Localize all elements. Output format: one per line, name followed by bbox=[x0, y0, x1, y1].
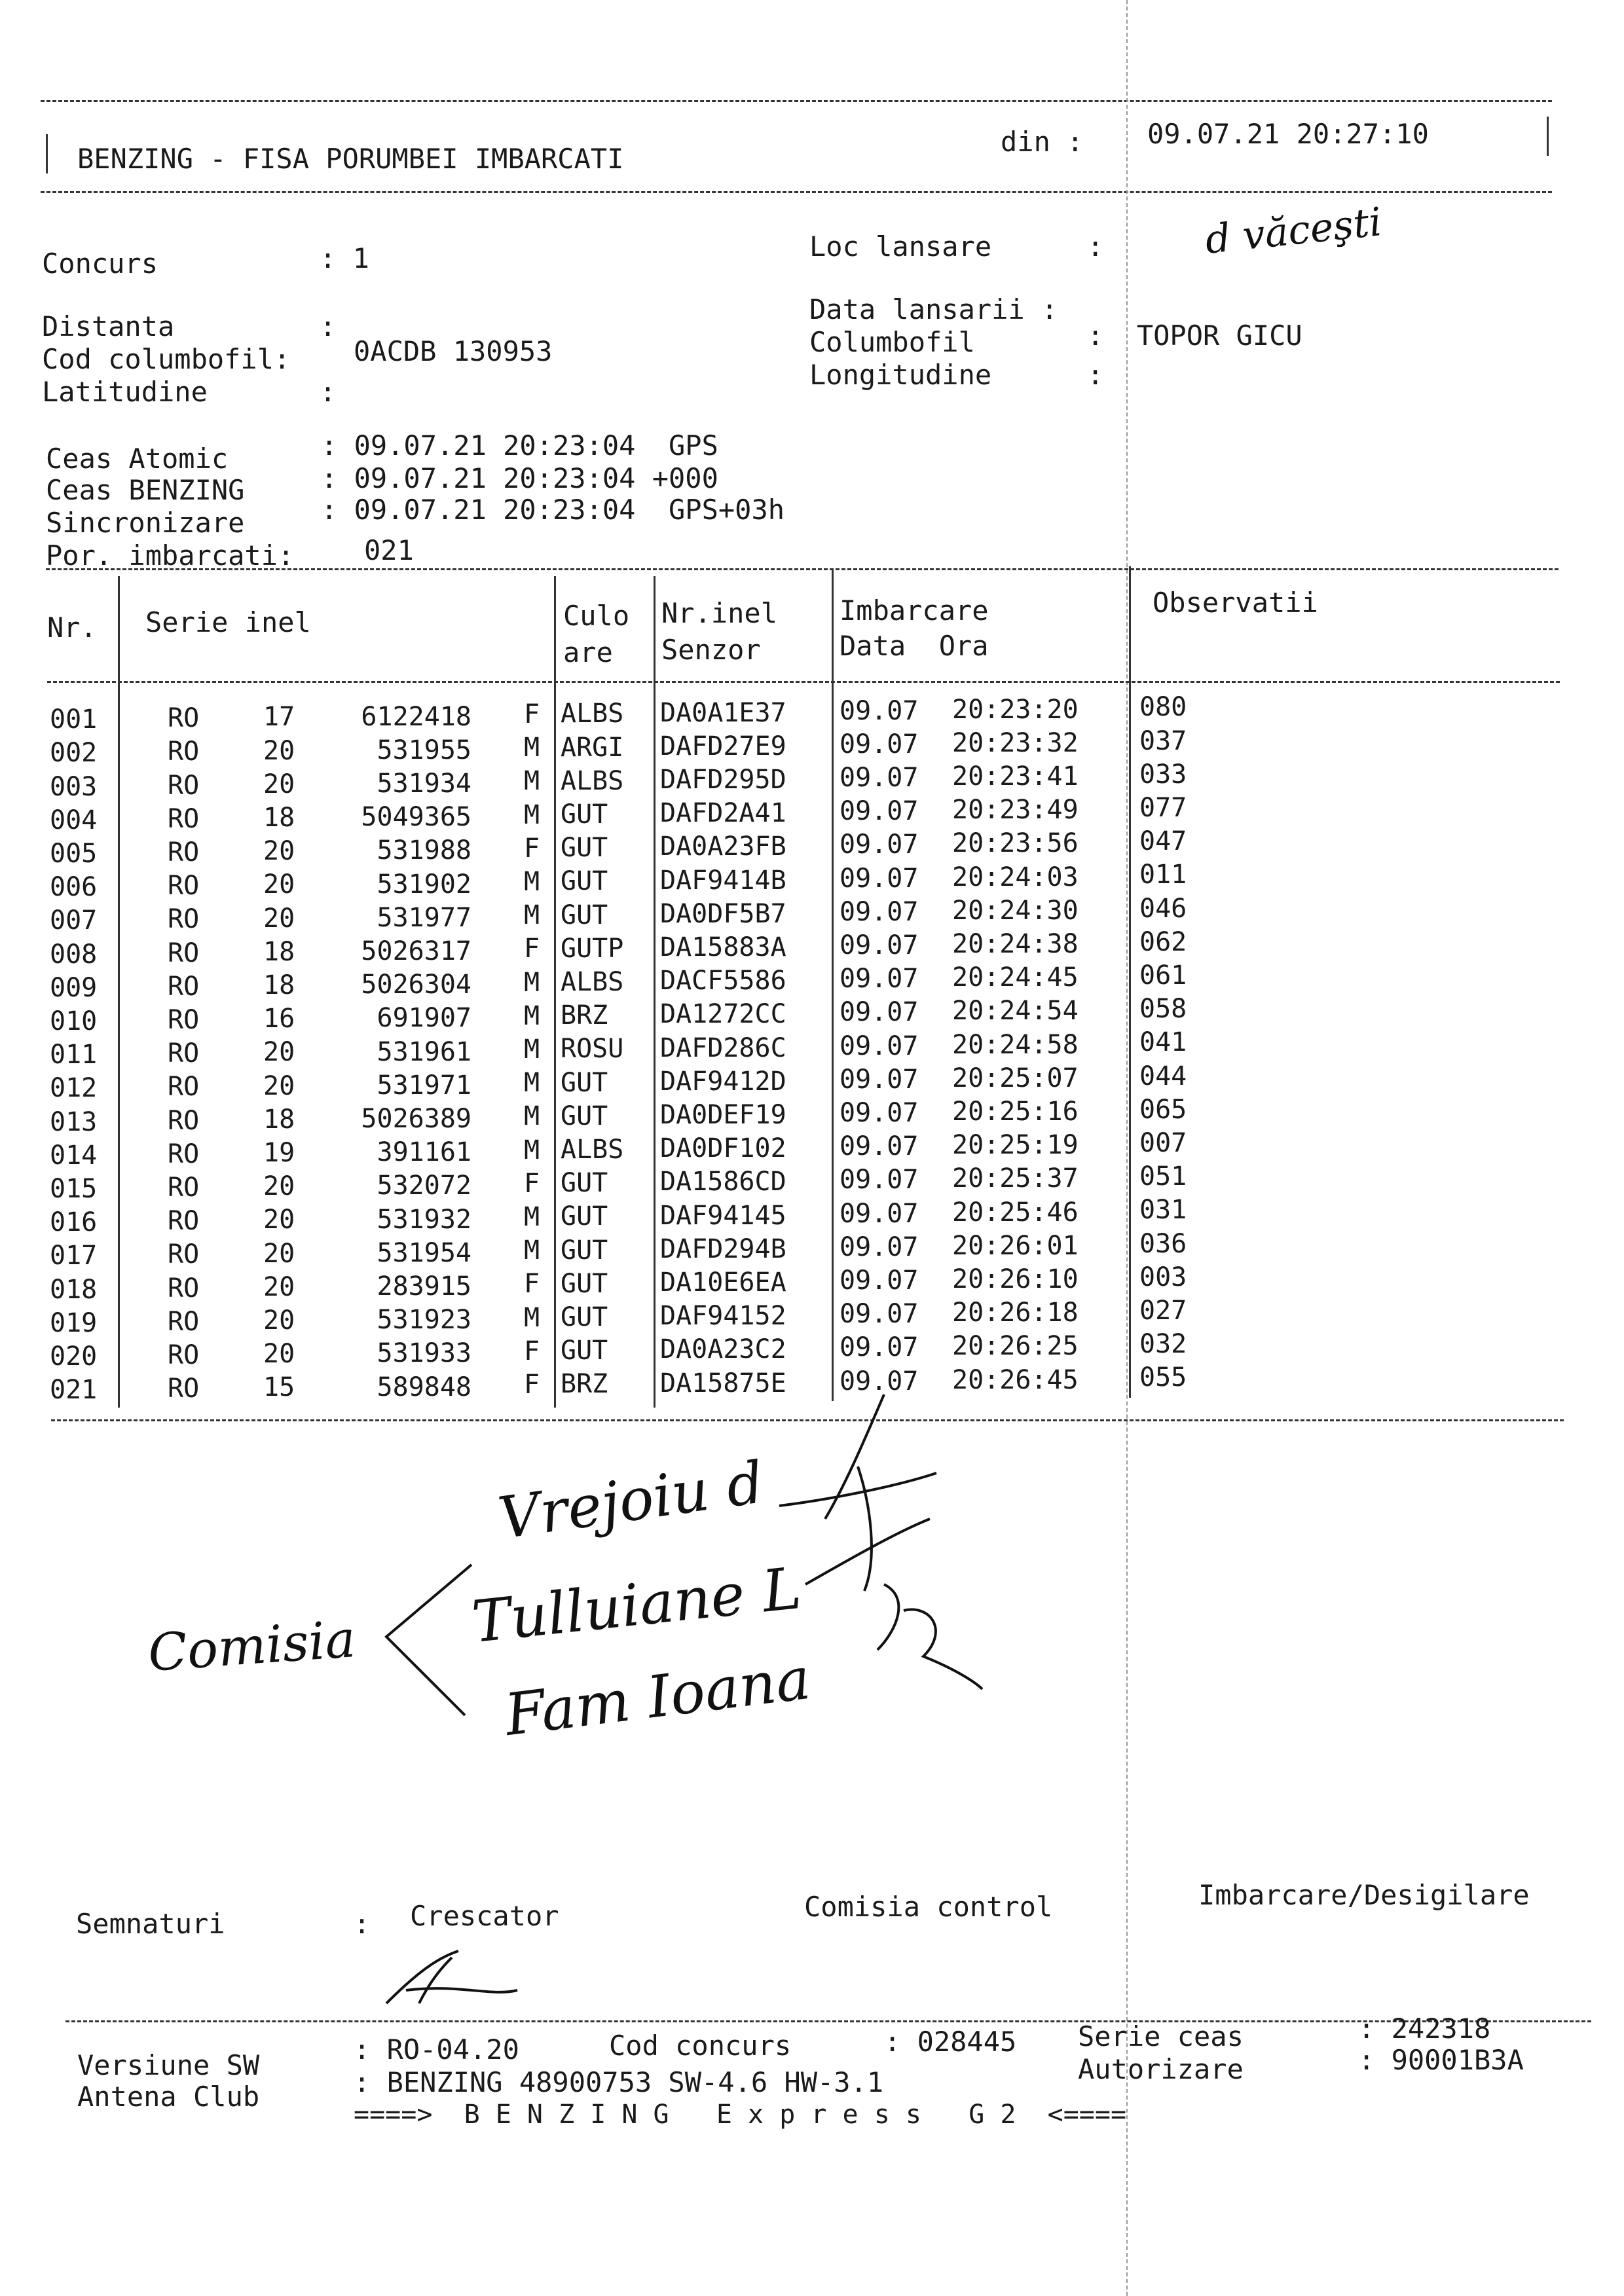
cell-ora: 20:25:46 bbox=[952, 1197, 1079, 1228]
cell-nr: 004 bbox=[50, 805, 98, 835]
cell-culoare: ARGI bbox=[561, 732, 624, 763]
cell-sex: F bbox=[524, 699, 540, 729]
cell-culoare: GUT bbox=[561, 1235, 608, 1266]
cell-culoare: GUT bbox=[561, 1101, 608, 1131]
cell-data: 09.07 bbox=[840, 729, 919, 759]
cell-an: 20 bbox=[263, 903, 295, 934]
cell-an: 20 bbox=[263, 1037, 295, 1068]
cell-culoare: ALBS bbox=[561, 966, 624, 997]
loc-lansare-label: Loc lansare bbox=[809, 230, 992, 263]
cell-an: 20 bbox=[263, 869, 295, 900]
cell-nr: 003 bbox=[50, 771, 98, 802]
cell-an: 15 bbox=[263, 1372, 295, 1403]
cell-culoare: ALBS bbox=[561, 1134, 624, 1165]
longitudine-label: Longitudine bbox=[809, 359, 992, 391]
ceas-atomic-label: Ceas Atomic bbox=[46, 443, 229, 475]
cell-serie: 531902 bbox=[377, 869, 471, 900]
cell-nr: 013 bbox=[50, 1106, 98, 1137]
cell-ora: 20:24:58 bbox=[952, 1029, 1079, 1060]
cell-sex: M bbox=[524, 1135, 540, 1165]
cell-obs: 037 bbox=[1139, 725, 1187, 756]
cell-an: 18 bbox=[263, 936, 295, 967]
cell-serie: 5026317 bbox=[361, 936, 471, 966]
cell-data: 09.07 bbox=[840, 1366, 919, 1396]
cell-ora: 20:23:32 bbox=[952, 727, 1079, 758]
cell-nr: 018 bbox=[50, 1274, 98, 1305]
cell-senzor: DAFD294B bbox=[660, 1233, 786, 1264]
cell-culoare: GUT bbox=[561, 1268, 608, 1299]
cell-senzor: DA1272CC bbox=[660, 999, 786, 1030]
cell-an: 20 bbox=[263, 836, 295, 867]
cell-data: 09.07 bbox=[840, 762, 919, 793]
cell-nr: 015 bbox=[50, 1173, 98, 1204]
cell-obs: 058 bbox=[1139, 994, 1187, 1025]
cell-serie: 6122418 bbox=[361, 701, 471, 732]
cell-ora: 20:24:54 bbox=[952, 996, 1079, 1027]
cell-obs: 080 bbox=[1139, 692, 1187, 723]
benzing-express-line: ====> B E N Z I N G E x p r e s s G 2 <==== bbox=[354, 2100, 1127, 2130]
cell-obs: 031 bbox=[1139, 1195, 1187, 1226]
cell-sex: M bbox=[524, 733, 540, 763]
cell-an: 18 bbox=[263, 970, 295, 1001]
cell-data: 09.07 bbox=[840, 997, 919, 1028]
th-observatii: Observatii bbox=[1153, 587, 1318, 619]
versiune-value: : RO-04.20 bbox=[354, 2033, 519, 2066]
cell-senzor: DA15883A bbox=[660, 932, 786, 963]
cell-tara: RO bbox=[168, 1374, 200, 1404]
cell-tara: RO bbox=[168, 1139, 200, 1169]
cell-tara: RO bbox=[168, 904, 200, 935]
cell-senzor: DA10E6EA bbox=[660, 1267, 786, 1298]
cell-tara: RO bbox=[168, 1239, 200, 1270]
cell-senzor: DAF94145 bbox=[660, 1200, 786, 1231]
th-imbarcare-1: Imbarcare bbox=[840, 594, 989, 627]
cell-culoare: GUT bbox=[561, 1302, 608, 1332]
cod-concurs-label: Cod concurs bbox=[609, 2030, 792, 2062]
cell-serie: 531977 bbox=[377, 902, 471, 933]
cell-tara: RO bbox=[168, 1206, 200, 1237]
comisia-handwritten: Comisia bbox=[146, 1610, 358, 1683]
crescator-signature bbox=[380, 1944, 524, 2016]
cell-ora: 20:26:01 bbox=[952, 1230, 1079, 1261]
cell-sex: M bbox=[524, 1101, 540, 1132]
cell-nr: 007 bbox=[50, 905, 98, 936]
din-label: din : bbox=[1001, 126, 1084, 158]
cell-data: 09.07 bbox=[840, 1299, 919, 1330]
cell-data: 09.07 bbox=[840, 930, 919, 960]
cell-culoare: ALBS bbox=[561, 765, 624, 796]
crescator-label: Crescator bbox=[410, 1900, 559, 1932]
handwritten-name-2: Tulluiane L bbox=[468, 1554, 805, 1656]
cell-culoare: ROSU bbox=[561, 1034, 624, 1065]
cell-data: 09.07 bbox=[840, 1265, 919, 1296]
cell-nr: 017 bbox=[50, 1241, 98, 1271]
cell-tara: RO bbox=[168, 703, 200, 734]
cod-columbofil-value: 0ACDB 130953 bbox=[354, 335, 553, 367]
th-nr-inel-1: Nr.inel bbox=[661, 597, 778, 629]
cell-obs: 011 bbox=[1139, 860, 1187, 890]
cell-an: 20 bbox=[263, 735, 295, 766]
handwritten-name-3: Fam Ioana bbox=[501, 1644, 814, 1749]
cell-tara: RO bbox=[168, 871, 200, 902]
cell-ora: 20:24:45 bbox=[952, 962, 1079, 993]
cell-data: 09.07 bbox=[840, 1332, 919, 1363]
ceas-benzing-label: Ceas BENZING bbox=[46, 474, 245, 506]
distanta-colon: : bbox=[320, 310, 337, 342]
cell-senzor: DAFD2A41 bbox=[660, 798, 786, 829]
cell-tara: RO bbox=[168, 837, 200, 867]
antena-label: Antena Club bbox=[77, 2081, 260, 2113]
th-culoare-2: are bbox=[563, 636, 613, 668]
cell-serie: 531971 bbox=[377, 1070, 471, 1101]
table-top-rule bbox=[46, 568, 1559, 570]
data-lansarii-label: Data lansarii : bbox=[809, 293, 1058, 325]
serie-ceas-label: Serie ceas bbox=[1078, 2020, 1244, 2052]
cell-culoare: GUT bbox=[561, 1067, 608, 1098]
cell-data: 09.07 bbox=[840, 896, 919, 927]
cell-sex: M bbox=[524, 1302, 540, 1333]
cell-ora: 20:25:16 bbox=[952, 1096, 1079, 1127]
cell-an: 19 bbox=[263, 1138, 295, 1169]
cell-data: 09.07 bbox=[840, 829, 919, 860]
cell-sex: M bbox=[524, 766, 540, 797]
cell-ora: 20:24:30 bbox=[952, 895, 1079, 926]
sincronizare-value: : 09.07.21 20:23:04 GPS+03h bbox=[321, 494, 785, 526]
por-imbarcati-value: 021 bbox=[364, 534, 414, 566]
cell-senzor: DA15875E bbox=[660, 1368, 786, 1398]
cell-senzor: DAFD295D bbox=[660, 765, 786, 795]
handwritten-name-1: Vrejoiu d bbox=[494, 1448, 768, 1552]
cell-culoare: GUT bbox=[561, 900, 608, 930]
cell-culoare: ALBS bbox=[561, 699, 624, 729]
serie-ceas-value: : 242318 bbox=[1358, 2013, 1491, 2045]
ceas-atomic-value: : 09.07.21 20:23:04 GPS bbox=[321, 429, 718, 462]
cell-data: 09.07 bbox=[840, 1131, 919, 1162]
cell-an: 20 bbox=[263, 1070, 295, 1101]
cell-nr: 006 bbox=[50, 872, 98, 903]
cell-ora: 20:24:03 bbox=[952, 862, 1079, 892]
longitudine-colon: : bbox=[1087, 359, 1104, 391]
cell-sex: M bbox=[524, 967, 540, 998]
cell-senzor: DA0DF5B7 bbox=[660, 898, 786, 929]
col-border-2 bbox=[554, 576, 556, 1408]
cell-an: 20 bbox=[263, 769, 295, 799]
cell-obs: 032 bbox=[1139, 1329, 1187, 1360]
cell-sex: F bbox=[524, 1369, 540, 1400]
cell-nr: 011 bbox=[50, 1040, 98, 1070]
col-border-4 bbox=[832, 570, 834, 1401]
cell-nr: 021 bbox=[50, 1375, 98, 1406]
header-top-rule bbox=[41, 100, 1552, 102]
cell-culoare: GUT bbox=[561, 799, 608, 829]
cell-tara: RO bbox=[168, 1038, 200, 1069]
cod-concurs-value: : 028445 bbox=[884, 2026, 1017, 2058]
por-imbarcati-label: Por. imbarcati: bbox=[46, 539, 295, 572]
cell-nr: 016 bbox=[50, 1207, 98, 1238]
cell-serie: 532072 bbox=[377, 1171, 471, 1201]
cell-tara: RO bbox=[168, 1306, 200, 1337]
th-culoare-1: Culo bbox=[563, 600, 630, 632]
cell-tara: RO bbox=[168, 1339, 200, 1370]
cell-obs: 055 bbox=[1139, 1362, 1187, 1393]
cell-culoare: BRZ bbox=[561, 1000, 608, 1031]
header-bottom-rule bbox=[41, 191, 1552, 193]
header-right-border bbox=[1547, 117, 1549, 156]
cell-tara: RO bbox=[168, 770, 200, 801]
ceas-benzing-value: : 09.07.21 20:23:04 +000 bbox=[321, 462, 718, 494]
cell-tara: RO bbox=[168, 938, 200, 968]
cell-sex: F bbox=[524, 833, 540, 864]
col-border-5 bbox=[1129, 566, 1131, 1398]
cell-obs: 041 bbox=[1139, 1027, 1187, 1058]
cell-senzor: DAFD286C bbox=[660, 1032, 786, 1063]
cell-culoare: GUT bbox=[561, 1201, 608, 1232]
semnaturi-colon: : bbox=[354, 1908, 371, 1940]
cell-sex: M bbox=[524, 866, 540, 897]
cell-serie: 531932 bbox=[377, 1204, 471, 1235]
cell-serie: 283915 bbox=[377, 1271, 471, 1302]
cell-tara: RO bbox=[168, 803, 200, 834]
cell-an: 20 bbox=[263, 1271, 295, 1302]
print-datetime: 09.07.21 20:27:10 bbox=[1147, 118, 1429, 150]
cell-an: 20 bbox=[263, 1305, 295, 1336]
cell-nr: 020 bbox=[50, 1341, 98, 1372]
cell-tara: RO bbox=[168, 1004, 200, 1035]
cell-data: 09.07 bbox=[840, 695, 919, 726]
cell-senzor: DA1586CD bbox=[660, 1167, 786, 1197]
cell-serie: 5049365 bbox=[361, 802, 471, 833]
cell-serie: 531933 bbox=[377, 1338, 471, 1369]
cell-serie: 531988 bbox=[377, 835, 471, 866]
cell-culoare: GUT bbox=[561, 833, 608, 864]
th-serie-inel: Serie inel bbox=[145, 606, 311, 638]
cell-sex: F bbox=[524, 1336, 540, 1366]
cell-senzor: DAF9412D bbox=[660, 1066, 786, 1097]
antena-value: : BENZING 48900753 SW-4.6 HW-3.1 bbox=[354, 2066, 884, 2098]
cell-serie: 391161 bbox=[377, 1137, 471, 1168]
cell-senzor: DA0A23FB bbox=[660, 831, 786, 862]
cell-serie: 531923 bbox=[377, 1305, 471, 1336]
cell-tara: RO bbox=[168, 1172, 200, 1203]
cell-ora: 20:26:18 bbox=[952, 1298, 1079, 1328]
cell-obs: 044 bbox=[1139, 1061, 1187, 1091]
cell-senzor: DA0A23C2 bbox=[660, 1334, 786, 1365]
cell-senzor: DA0A1E37 bbox=[660, 697, 786, 728]
th-nr-inel-2: Senzor bbox=[661, 634, 761, 666]
cell-obs: 061 bbox=[1139, 960, 1187, 991]
cell-an: 18 bbox=[263, 1104, 295, 1135]
cell-senzor: DAF94152 bbox=[660, 1301, 786, 1332]
cod-columbofil-label: Cod columbofil: bbox=[42, 343, 291, 375]
cell-data: 09.07 bbox=[840, 1231, 919, 1262]
cell-senzor: DAF9414B bbox=[660, 865, 786, 896]
autorizare-value: : 90001B3A bbox=[1358, 2044, 1524, 2076]
concurs-value: : 1 bbox=[320, 242, 369, 274]
cell-sex: M bbox=[524, 1201, 540, 1232]
cell-ora: 20:25:19 bbox=[952, 1130, 1079, 1161]
cell-nr: 005 bbox=[50, 838, 98, 869]
cell-data: 09.07 bbox=[840, 964, 919, 994]
cell-ora: 20:26:45 bbox=[952, 1364, 1079, 1395]
cell-ora: 20:23:56 bbox=[952, 828, 1079, 859]
cell-nr: 001 bbox=[50, 704, 98, 735]
document-title: BENZING - FISA PORUMBEI IMBARCATI bbox=[77, 143, 624, 175]
cell-ora: 20:23:49 bbox=[952, 795, 1079, 826]
latitudine-colon: : bbox=[320, 376, 337, 408]
cell-serie: 589848 bbox=[377, 1372, 471, 1402]
cell-culoare: GUT bbox=[561, 1168, 608, 1199]
cell-tara: RO bbox=[168, 1273, 200, 1303]
loc-lansare-colon: : bbox=[1087, 230, 1104, 263]
loc-lansare-handwritten: d văceşti bbox=[1203, 199, 1384, 263]
cell-serie: 531961 bbox=[377, 1036, 471, 1067]
cell-senzor: DACF5586 bbox=[660, 966, 786, 996]
cell-serie: 531955 bbox=[377, 735, 471, 765]
cell-data: 09.07 bbox=[840, 1165, 919, 1195]
cell-data: 09.07 bbox=[840, 1198, 919, 1229]
cell-data: 09.07 bbox=[840, 1097, 919, 1128]
cell-nr: 014 bbox=[50, 1140, 98, 1171]
cell-ora: 20:26:25 bbox=[952, 1331, 1079, 1362]
cell-ora: 20:23:41 bbox=[952, 761, 1079, 792]
cell-data: 09.07 bbox=[840, 1064, 919, 1095]
cell-sex: M bbox=[524, 900, 540, 931]
col-border-1 bbox=[118, 576, 120, 1408]
cell-an: 20 bbox=[263, 1238, 295, 1269]
cell-senzor: DA0DF102 bbox=[660, 1133, 786, 1164]
cell-ora: 20:24:38 bbox=[952, 928, 1079, 959]
cell-nr: 008 bbox=[50, 939, 98, 970]
cell-sex: M bbox=[524, 799, 540, 830]
cell-sex: F bbox=[524, 1269, 540, 1300]
cell-nr: 009 bbox=[50, 972, 98, 1003]
cell-obs: 033 bbox=[1139, 759, 1187, 790]
header-left-border bbox=[46, 134, 48, 173]
cell-sex: F bbox=[524, 1168, 540, 1199]
cell-ora: 20:25:07 bbox=[952, 1063, 1079, 1093]
cell-nr: 012 bbox=[50, 1073, 98, 1104]
cell-an: 20 bbox=[263, 1339, 295, 1370]
cell-obs: 062 bbox=[1139, 926, 1187, 957]
cell-ora: 20:23:20 bbox=[952, 694, 1079, 725]
concurs-label: Concurs bbox=[42, 247, 158, 280]
cell-tara: RO bbox=[168, 737, 200, 767]
cell-serie: 531934 bbox=[377, 768, 471, 799]
autorizare-label: Autorizare bbox=[1078, 2053, 1244, 2085]
col-border-3 bbox=[654, 576, 655, 1408]
cell-tara: RO bbox=[168, 1072, 200, 1102]
cell-culoare: BRZ bbox=[561, 1369, 608, 1400]
cell-culoare: GUT bbox=[561, 866, 608, 897]
cell-senzor: DA0DEF19 bbox=[660, 1100, 786, 1131]
cell-nr: 010 bbox=[50, 1006, 98, 1036]
imbarcare-desigilare-label: Imbarcare/Desigilare bbox=[1198, 1879, 1530, 1911]
distanta-label: Distanta bbox=[42, 310, 175, 342]
cell-serie: 531954 bbox=[377, 1237, 471, 1268]
cell-nr: 002 bbox=[50, 738, 98, 769]
cell-culoare: GUTP bbox=[561, 933, 624, 964]
cell-obs: 007 bbox=[1139, 1127, 1187, 1158]
cell-data: 09.07 bbox=[840, 863, 919, 894]
comisia-control-label: Comisia control bbox=[804, 1891, 1053, 1923]
cell-data: 09.07 bbox=[840, 796, 919, 827]
cell-obs: 077 bbox=[1139, 792, 1187, 823]
th-imbarcare-2: Data Ora bbox=[840, 630, 989, 662]
cell-an: 17 bbox=[263, 702, 295, 733]
th-nr: Nr. bbox=[47, 611, 97, 644]
cell-an: 16 bbox=[263, 1004, 295, 1034]
cell-tara: RO bbox=[168, 1105, 200, 1136]
cell-senzor: DAFD27E9 bbox=[660, 731, 786, 761]
columbofil-label: Columbofil bbox=[809, 326, 975, 358]
cell-obs: 047 bbox=[1139, 826, 1187, 857]
cell-an: 20 bbox=[263, 1205, 295, 1235]
cell-sex: M bbox=[524, 1000, 540, 1031]
cell-serie: 691907 bbox=[377, 1003, 471, 1034]
header-separator-rule bbox=[47, 681, 1560, 683]
cell-an: 20 bbox=[263, 1171, 295, 1202]
cell-obs: 036 bbox=[1139, 1228, 1187, 1259]
cell-culoare: GUT bbox=[561, 1336, 608, 1366]
cell-nr: 019 bbox=[50, 1307, 98, 1338]
columbofil-value: : TOPOR GICU bbox=[1087, 319, 1302, 352]
cell-ora: 20:26:10 bbox=[952, 1264, 1079, 1294]
commission-signature-2 bbox=[858, 1571, 989, 1702]
cell-obs: 051 bbox=[1139, 1161, 1187, 1192]
cell-obs: 046 bbox=[1139, 893, 1187, 924]
semnaturi-label: Semnaturi bbox=[76, 1908, 225, 1940]
cell-obs: 003 bbox=[1139, 1262, 1187, 1292]
versiune-label: Versiune SW bbox=[77, 2049, 260, 2081]
cell-tara: RO bbox=[168, 971, 200, 1002]
latitudine-label: Latitudine bbox=[42, 376, 208, 408]
cell-an: 18 bbox=[263, 803, 295, 833]
cell-serie: 5026389 bbox=[361, 1103, 471, 1134]
cell-serie: 5026304 bbox=[361, 970, 471, 1000]
cell-sex: F bbox=[524, 934, 540, 964]
cell-sex: M bbox=[524, 1034, 540, 1065]
cell-obs: 065 bbox=[1139, 1094, 1187, 1125]
commission-bracket-drawing bbox=[367, 1558, 498, 1728]
cell-ora: 20:25:37 bbox=[952, 1163, 1079, 1194]
cell-sex: M bbox=[524, 1235, 540, 1266]
cell-data: 09.07 bbox=[840, 1030, 919, 1061]
cell-sex: M bbox=[524, 1068, 540, 1099]
sincronizare-label: Sincronizare bbox=[46, 507, 245, 539]
cell-obs: 027 bbox=[1139, 1295, 1187, 1326]
